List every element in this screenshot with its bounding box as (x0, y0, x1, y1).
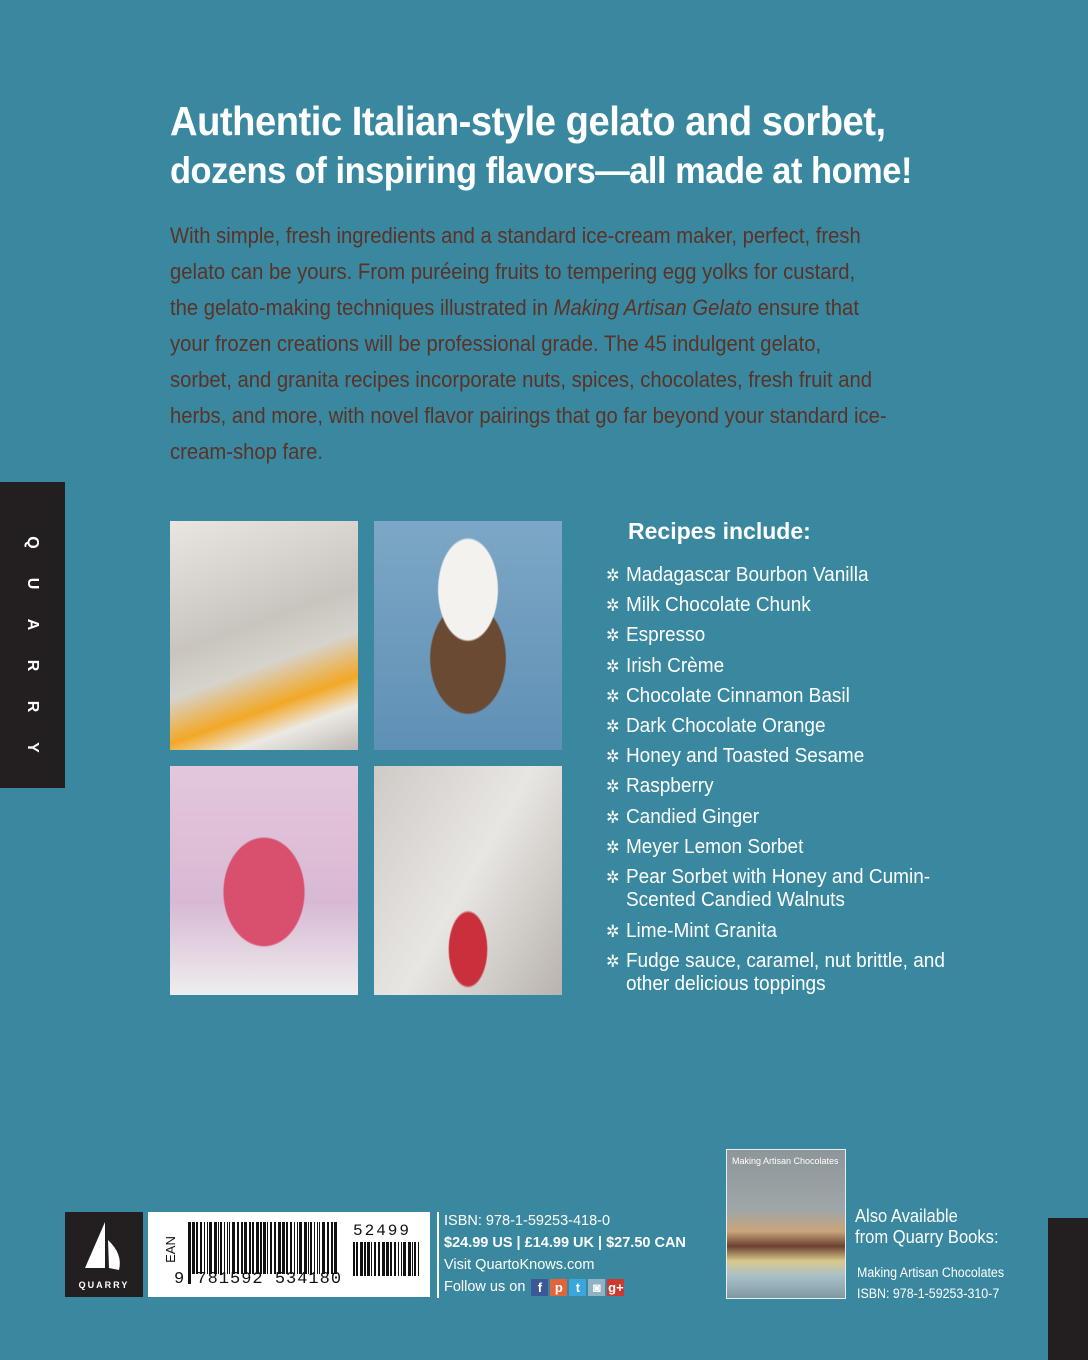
prices: $24.99 US | £14.99 UK | $27.50 CAN (444, 1235, 686, 1251)
addon-bar (414, 1242, 416, 1276)
barcode-bar (322, 1222, 325, 1274)
barcode-bar (290, 1222, 292, 1274)
barcode-bar (317, 1222, 318, 1274)
asterisk-bullet-icon: ✲ (606, 566, 620, 585)
follow-label: Follow us on (444, 1278, 526, 1295)
barcode-bar (249, 1222, 251, 1274)
barcode-bar (282, 1222, 285, 1274)
barcode-bar (192, 1222, 195, 1274)
barcode-bar (218, 1222, 219, 1274)
thumb-title: Making Artisan Chocolates (732, 1156, 839, 1166)
addon-bar (353, 1242, 355, 1276)
addon-bar (382, 1242, 385, 1276)
asterisk-bullet-icon: ✲ (606, 716, 620, 736)
asterisk-bullet-icon: ✲ (606, 777, 620, 797)
photo-coconut-sorbet (374, 521, 562, 750)
barcode-bar (263, 1222, 266, 1274)
addon-bar (403, 1242, 406, 1276)
addon-bar (412, 1242, 413, 1276)
recipe-item (606, 715, 948, 739)
website-link[interactable]: Visit QuartoKnows.com (444, 1257, 595, 1273)
asterisk-bullet-icon: ✲ (606, 747, 620, 767)
social-row (444, 1276, 686, 1298)
headline-line-2: dozens of inspiring flavors—all made at home! (170, 150, 912, 191)
asterisk-bullet-icon: ✲ (606, 921, 620, 941)
pinterest-icon[interactable]: p (550, 1279, 567, 1296)
description-text-1: With simple, fresh ingredients and a standard ice-cream maker, perfect, fresh gelato can be yours. From puréeing fruits to tempering egg yolks for custard, the gelato-making techniques illustrated in (170, 223, 861, 320)
barcode-bar (229, 1222, 230, 1274)
price-uk: £14.99 UK (524, 1235, 594, 1251)
book-info (444, 1210, 686, 1298)
recipe-name: Espresso (625, 624, 706, 647)
recipe-item (606, 594, 948, 618)
barcode-bar (331, 1222, 333, 1274)
photo-raspberries-blender (374, 766, 562, 995)
facebook-icon[interactable]: f (531, 1279, 548, 1296)
recipe-name: Chocolate Cinnamon Basil (625, 684, 850, 707)
description-book-title: Making Artisan Gelato (553, 295, 753, 320)
recipe-item (606, 806, 948, 830)
barcode-bar (224, 1222, 225, 1274)
instagram-icon[interactable]: ◙ (588, 1279, 605, 1296)
addon-bar (390, 1242, 392, 1276)
recipe-item (606, 950, 948, 997)
barcode (148, 1212, 430, 1297)
asterisk-bullet-icon: ✲ (606, 867, 620, 887)
spine-tab (0, 482, 65, 788)
addon-bar (401, 1242, 402, 1276)
recipe-item (606, 920, 948, 944)
addon-bar (394, 1242, 396, 1276)
addon-bar (418, 1242, 419, 1276)
asterisk-bullet-icon: ✲ (606, 596, 620, 616)
addon-bar (386, 1242, 389, 1276)
spine-publisher: Q U A R R Y (24, 536, 41, 753)
recipe-name: Lime-Mint Granita (625, 919, 777, 942)
also-heading-line-2: from Quarry Books: (855, 1227, 999, 1247)
quarry-logo (65, 1212, 143, 1297)
recipe-item (606, 624, 948, 648)
barcode-bar (214, 1222, 217, 1274)
photo-whisking-eggs (170, 521, 358, 750)
recipe-name: Fudge sauce, caramel, nut brittle, and other delicious toppings (625, 949, 945, 996)
barcode-bar (244, 1222, 247, 1274)
barcode-bar (227, 1222, 228, 1274)
addon-bar (364, 1242, 366, 1276)
recipe-name: Honey and Toasted Sesame (625, 745, 865, 768)
corner-block (1048, 1218, 1088, 1360)
addon-bar (360, 1242, 363, 1276)
recipe-name: Dark Chocolate Orange (625, 714, 826, 737)
price-us: $24.99 US (444, 1235, 513, 1251)
barcode-bar (299, 1222, 302, 1274)
barcode-bar (286, 1222, 288, 1274)
recipe-name: Irish Crème (625, 654, 725, 677)
barcode-bar (327, 1222, 329, 1274)
barcode-bar (267, 1222, 268, 1274)
barcode-bar (200, 1222, 202, 1274)
addon-bar (374, 1242, 376, 1276)
recipe-item (606, 836, 948, 860)
barcode-bar (270, 1222, 272, 1274)
recipe-item (606, 745, 948, 769)
barcode-bar (334, 1222, 337, 1274)
barcode-label: EAN (162, 1236, 178, 1263)
description (170, 218, 888, 470)
barcode-bar (220, 1222, 222, 1274)
asterisk-bullet-icon: ✲ (606, 656, 620, 676)
recipe-name: Raspberry (625, 775, 714, 798)
recipe-item (606, 655, 948, 679)
recipe-name: Meyer Lemon Sorbet (625, 835, 804, 858)
barcode-bar (319, 1222, 320, 1274)
barcode-bar (196, 1222, 198, 1274)
barcode-bar (207, 1222, 208, 1274)
barcode-bar (297, 1222, 298, 1274)
barcode-bar (232, 1222, 235, 1274)
recipe-item (606, 564, 948, 588)
addon-bar (378, 1242, 380, 1276)
asterisk-bullet-icon: ✲ (606, 686, 620, 706)
barcode-bar (204, 1222, 205, 1274)
google-plus-icon[interactable]: g+ (608, 1280, 624, 1296)
chocolates-book-thumbnail[interactable] (726, 1149, 846, 1299)
barcode-bar (260, 1222, 262, 1274)
barcode-bar (256, 1222, 259, 1274)
headline (170, 96, 968, 196)
barcode-bar (294, 1222, 295, 1274)
asterisk-bullet-icon: ✲ (606, 626, 620, 646)
addon-bar (356, 1242, 358, 1276)
addon-bar (398, 1242, 399, 1276)
asterisk-bullet-icon: ✲ (606, 951, 620, 971)
barcode-bar (278, 1222, 281, 1274)
recipe-item (606, 866, 948, 913)
recipe-name: Pear Sorbet with Honey and Cumin-Scented Candied Walnuts (625, 865, 931, 912)
barcode-bar (274, 1222, 276, 1274)
also-available-heading (855, 1206, 999, 1248)
barcode-bar (252, 1222, 254, 1274)
recipe-item (606, 685, 948, 709)
recipe-name: Candied Ginger (625, 805, 760, 828)
barcode-bar (304, 1222, 307, 1274)
also-book-title: Making Artisan Chocolates (857, 1265, 1005, 1280)
isbn: ISBN: 978-1-59253-418-0 (444, 1213, 611, 1229)
also-book-isbn: ISBN: 978-1-59253-310-7 (857, 1286, 1000, 1301)
addon-bar (408, 1242, 411, 1276)
barcode-addon: 52499 (353, 1222, 412, 1240)
barcode-bar (237, 1222, 239, 1274)
headline-line-1: Authentic Italian-style gelato and sorbet, (170, 98, 886, 144)
recipe-list (606, 564, 966, 1003)
recipe-item (606, 775, 948, 799)
sailboat-icon (79, 1220, 129, 1275)
also-available-book (857, 1262, 1004, 1304)
logo-text: QUARRY (78, 1280, 130, 1290)
barcode-bar (209, 1222, 212, 1274)
recipe-name: Madagascar Bourbon Vanilla (625, 564, 869, 586)
asterisk-bullet-icon: ✲ (606, 837, 620, 857)
asterisk-bullet-icon: ✲ (606, 807, 620, 827)
photo-blackberry-gelato (170, 766, 358, 995)
twitter-icon[interactable]: t (569, 1279, 586, 1296)
description-text-2: ensure that your frozen creations will be professional grade. The 45 indulgent gelato, sorbet, and granita recipes incorporate nuts, spices, chocolates, fresh fruit and herbs, and more, with novel flavor pairings that go far beyond your standard ice-cream-shop fare. (170, 295, 887, 464)
addon-bar (367, 1242, 370, 1276)
recipe-name: Milk Chocolate Chunk (625, 594, 811, 617)
price-can: $27.50 CAN (606, 1235, 686, 1251)
barcode-bar (314, 1222, 315, 1274)
barcode-bar (241, 1222, 243, 1274)
also-heading-line-1: Also Available (855, 1206, 958, 1226)
barcode-bar (308, 1222, 309, 1274)
addon-bar (371, 1242, 372, 1276)
recipes-title: Recipes include: (628, 518, 811, 544)
divider (437, 1212, 439, 1298)
barcode-number: 9 781592 534180 (174, 1270, 343, 1289)
barcode-bar (310, 1222, 312, 1274)
